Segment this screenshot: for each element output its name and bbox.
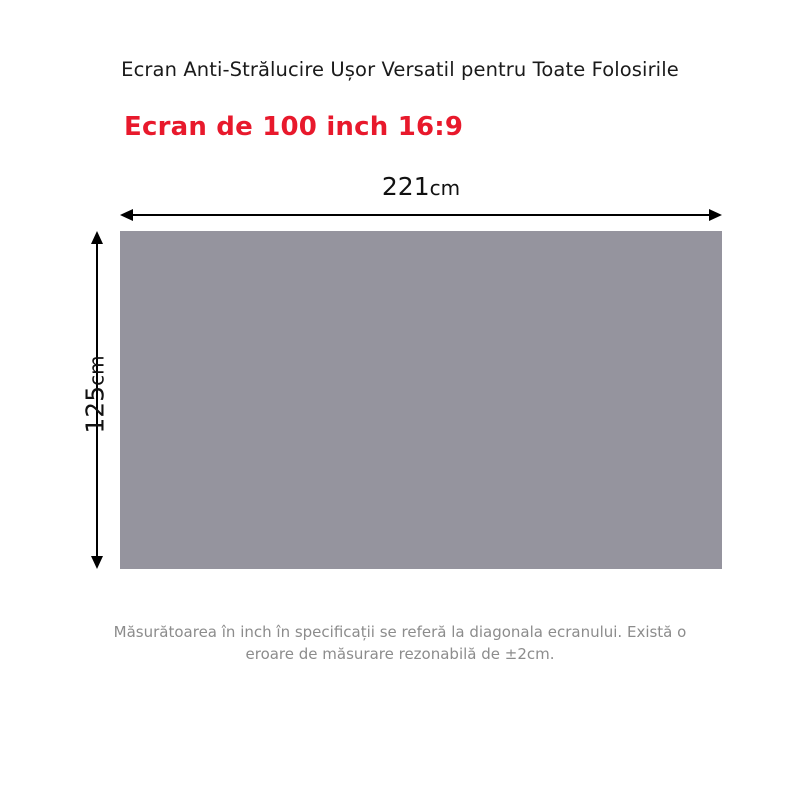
width-unit: cm (429, 176, 461, 200)
width-value: 221 (381, 172, 430, 201)
screen-area-rectangle (120, 231, 722, 569)
width-label (120, 172, 722, 201)
arrow-right-icon (709, 209, 722, 221)
height-value: 125 (80, 385, 110, 434)
height-dimension (80, 231, 110, 569)
width-dimension-line (128, 214, 714, 216)
height-unit: cm (84, 355, 109, 386)
page-title: Ecran Anti-Strălucire Ușor Versatil pentru Toate Folosirile (121, 58, 679, 81)
width-dimension (120, 172, 722, 216)
measurement-footnote: Măsurătoarea în inch în specificații se referă la diagonala ecranului. Există o eroare de măsurare rezonabilă de ±2cm. (113, 623, 687, 663)
height-label (81, 210, 110, 580)
page-subtitle: Ecran de 100 inch 16:9 (124, 112, 464, 142)
